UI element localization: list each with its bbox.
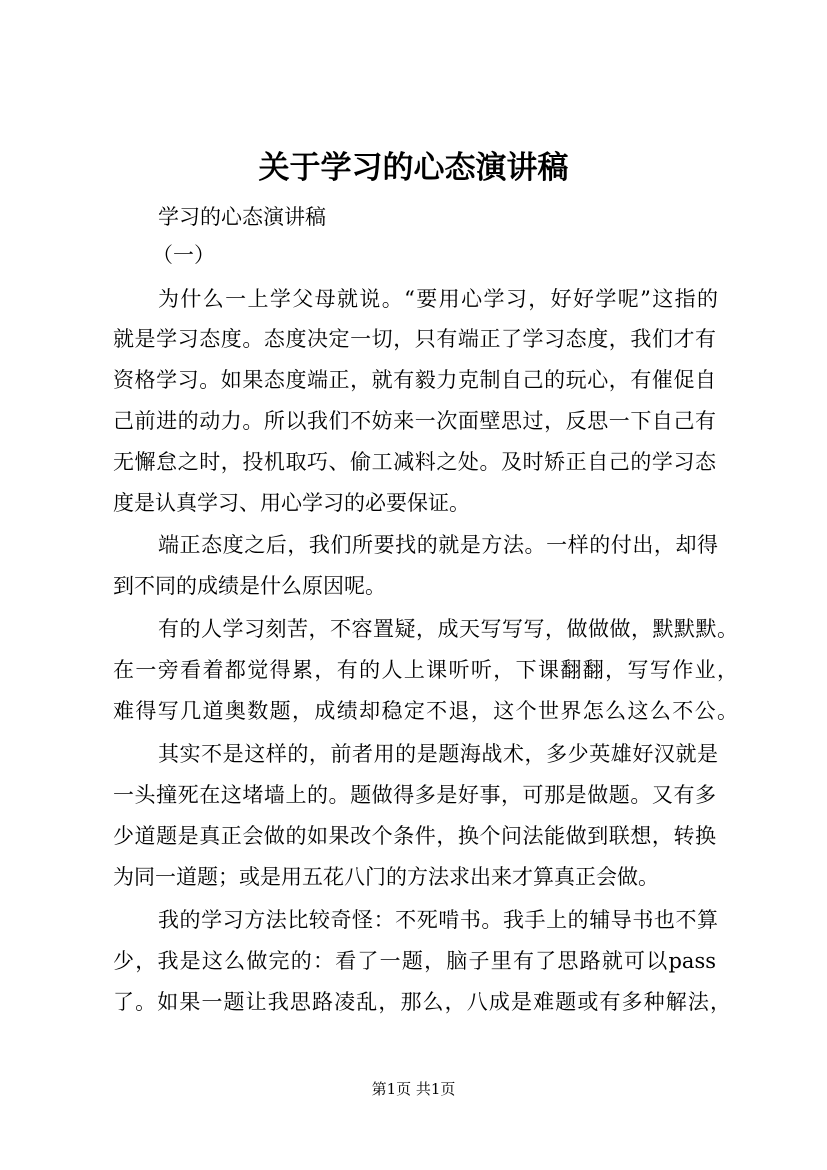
paragraph-line: 一头撞死在这堵墙上的。题做得多是好事，可那是做题。又有多 bbox=[113, 783, 716, 807]
paragraph-line: 度是认真学习、用心学习的必要保证。 bbox=[113, 491, 470, 515]
paragraph-line: 其实不是这样的，前者用的是题海战术，多少英雄好汉就是 bbox=[158, 742, 718, 766]
paragraph-line: 在一旁看着都觉得累，有的人上课听听，下课翻翻，写写作业， bbox=[113, 658, 738, 682]
paragraph-line: 少道题是真正会做的如果改个条件，换个问法能做到联想，转换 bbox=[113, 824, 716, 848]
paragraph-line: 难得写几道奥数题，成绩却稳定不退，这个世界怎么这么不公。 bbox=[113, 699, 738, 723]
paragraph-line: 无懈怠之时，投机取巧、偷工减料之处。及时矫正自己的学习态 bbox=[113, 450, 716, 474]
paragraph-line: 了。如果一题让我思路凌乱，那么，八成是难题或有多种解法， bbox=[113, 990, 731, 1014]
paragraph-line: 少，我是这么做完的：看了一题，脑子里有了思路就可以pass bbox=[113, 949, 716, 973]
paragraph-line: 为同一道题；或是用五花八门的方法求出来才算真正会做。 bbox=[113, 865, 659, 889]
paragraph-line: 就是学习态度。态度决定一切，只有端正了学习态度，我们才有 bbox=[113, 327, 716, 351]
document-title: 关于学习的心态演讲稿 bbox=[258, 150, 569, 186]
paragraph-line: 端正态度之后，我们所要找的就是方法。一样的付出，却得 bbox=[158, 533, 718, 557]
paragraph-line: 为什么一上学父母就说。“要用心学习，好好学呢”这指的 bbox=[158, 287, 718, 311]
paragraph-line: 己前进的动力。所以我们不妨来一次面壁思过，反思一下自己有 bbox=[113, 409, 716, 433]
paragraph-line: 我的学习方法比较奇怪：不死啃书。我手上的辅导书也不算 bbox=[158, 908, 718, 932]
page-footer: 第1页 共1页 bbox=[371, 1080, 456, 1098]
paragraph-line: 资格学习。如果态度端正，就有毅力克制自己的玩心，有催促自 bbox=[113, 368, 716, 392]
paragraph-line: 有的人学习刻苦，不容置疑，成天写写写，做做做，默默默。 bbox=[158, 617, 738, 641]
paragraph-line: 到不同的成绩是什么原因呢。 bbox=[113, 574, 386, 598]
subtitle: 学习的心态演讲稿 bbox=[158, 205, 326, 229]
section-marker: （一） bbox=[152, 243, 215, 267]
